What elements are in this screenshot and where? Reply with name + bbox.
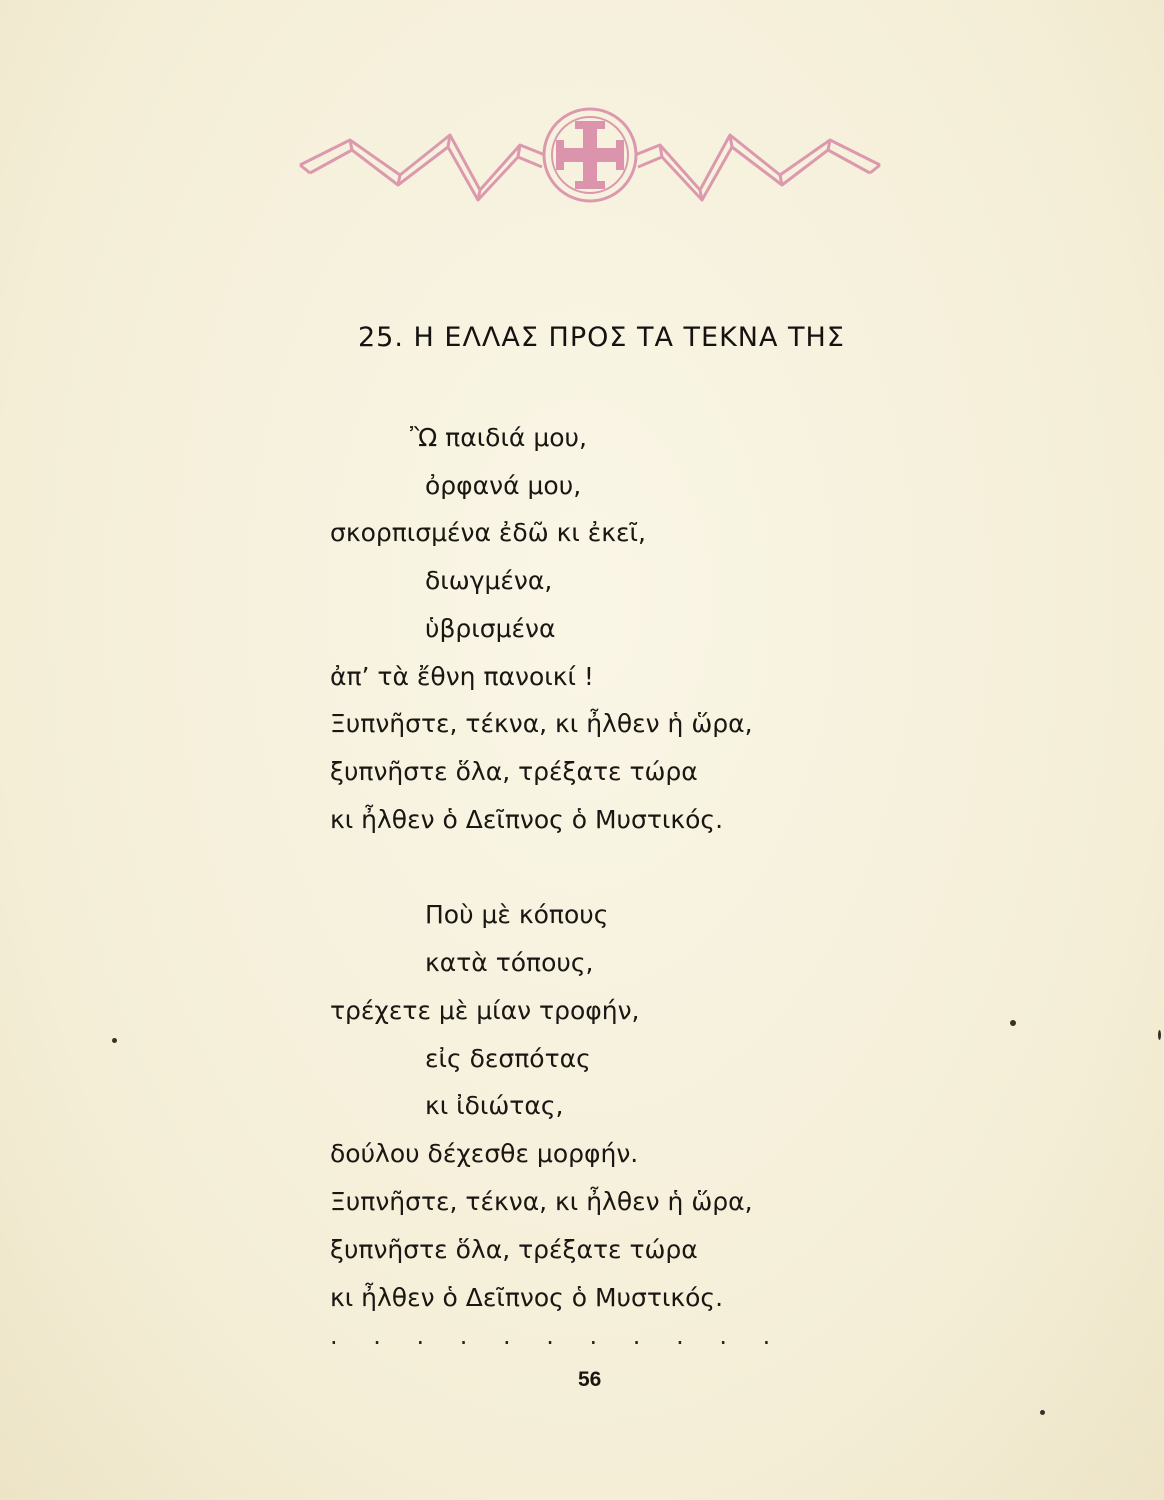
verse-line: Ὢ παιδιά μου, (410, 423, 587, 452)
verse-line: Ποὺ μὲ κόπους (425, 900, 609, 929)
verse-line: διωγμένα, (425, 566, 553, 595)
verse-line: σκορπισμένα ἐδῶ κι ἐκεῖ, (330, 518, 646, 547)
ellipsis-line: . . . . . . . . . . . (330, 1322, 785, 1350)
verse-line: κατὰ τόπους, (425, 948, 594, 977)
ink-speck (112, 1038, 117, 1043)
page-number: 56 (578, 1368, 602, 1391)
verse-line: δούλου δέχεσθε μορφήν. (330, 1139, 639, 1168)
verse-line: ὀρφανά μου, (425, 471, 582, 500)
decorative-ribbon-cross-ornament (280, 95, 900, 215)
verse-line: ἀπ’ τὰ ἔθνη πανοικί ! (330, 662, 594, 691)
verse-line: κι ἦλθεν ὁ Δεῖπνος ὁ Μυστικός. (330, 1283, 724, 1312)
ink-speck (1158, 1030, 1161, 1040)
verse-line: ξυπνῆστε ὅλα, τρέξατε τώρα (330, 1235, 698, 1264)
verse-line: ὑβρισμένα (425, 614, 556, 643)
ink-speck (1010, 1020, 1016, 1026)
verse-line: ξυπνῆστε ὅλα, τρέξατε τώρα (330, 757, 698, 786)
verse-line: Ξυπνῆστε, τέκνα, κι ἦλθεν ἡ ὥρα, (330, 1187, 753, 1216)
verse-line: κι ἦλθεν ὁ Δεῖπνος ὁ Μυστικός. (330, 805, 724, 834)
verse-line: τρέχετε μὲ μίαν τροφήν, (330, 996, 640, 1025)
verse-line: εἰς δεσπότας (425, 1044, 591, 1073)
poem-title: 25. Η ΕΛΛΑΣ ΠΡΟΣ ΤΑ ΤΕΚΝΑ ΤΗΣ (358, 322, 845, 353)
verse-line: κι ἰδιώτας, (425, 1091, 564, 1120)
verse-line: Ξυπνῆστε, τέκνα, κι ἦλθεν ἡ ὥρα, (330, 709, 753, 738)
ink-speck (1040, 1410, 1045, 1415)
